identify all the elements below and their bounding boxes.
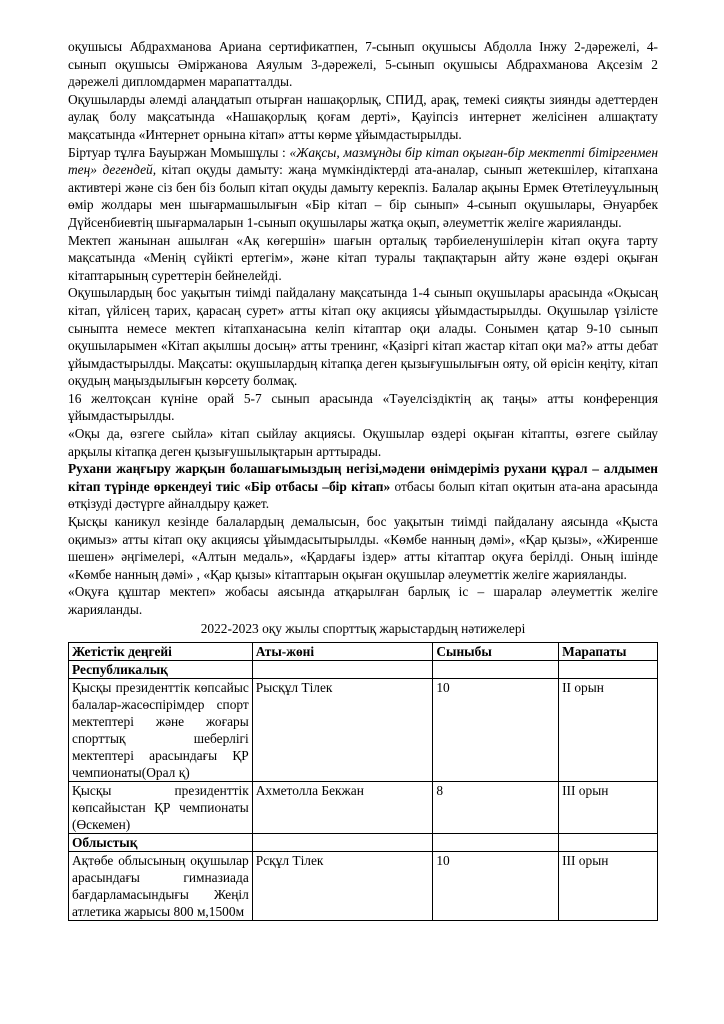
achievement-cell: Қысқы президенттік көпсайыс балалар-жасөспірімдер спорт мектептері және жоғары спорттық шеберлігі мектептері арасындағы ҚР чемпионаты(Орал қ)	[69, 678, 253, 781]
name-cell: Ахметолла Бекжан	[252, 781, 433, 833]
header-name: Аты-жөні	[252, 642, 433, 660]
paragraph-momyshuly-intro: Біртуар тұлға Бауыржан Момышұлы :	[68, 144, 290, 160]
table-row	[69, 851, 658, 920]
table-row	[69, 781, 658, 833]
empty-cell	[252, 833, 433, 851]
table-header-row	[69, 642, 658, 660]
paragraph-free-time: Оқушылардың бос уақытын тиімді пайдалану мақсатында 1-4 сынып оқушылары арасында «Оқысаң кітап, үйлісең тарих, қарасаң сурет» атты кітап оқу акциясы ұйымдастырылды. Оқушылар үзілісте сыныпта немесе мектеп кітапханасына келіп кітаптар оқи алады. Сонымен қатар 9-10 сынып оқушыларымен «Кітап ақылшы досың» атты тренинг, «Қазіргі кітап жастар кітап оқи ма?» атты дебат ұйымдастырылды. Мақсаты: оқушылардың кітапқа деген қызығушылығын ояту, ой өрісін кеңіту, кітап оқудың маңыздылығын көрсету болмақ.	[68, 285, 658, 389]
paragraph-awards: оқушысы Абдрахманова Ариана сертификатпен, 7-сынып оқушысы Абдолла Інжу 2-дәрежелі, 4-сынып оқушысы Әміржанова Аяулым 3-дәрежелі, 5-сынып оқушысы Абдрахманова Ақсезім 2 дәрежелі дипломдармен марапатталды.	[68, 39, 658, 90]
section-row-republic	[69, 660, 658, 678]
section-row-region	[69, 833, 658, 851]
paragraph-ak-kogershin: Мектеп жанынан ашылған «Ақ көгершін» шағын орталық тәрбиеленушілерін кітап оқуға тарту мақсатында «Менің сүйікті ертегім», және кітап туралы тақпақтарын айту және өздері оқыған кітаптарының суреттерін бейнелейді.	[68, 232, 658, 283]
section-label-region: Облыстық	[69, 833, 253, 851]
paragraph-ruhani	[68, 460, 658, 513]
achievement-cell: Қысқы президенттік көпсайыстан ҚР чемпионаты (Өскемен)	[69, 781, 253, 833]
paragraph-momyshuly	[68, 144, 658, 232]
empty-cell	[252, 660, 433, 678]
header-grade: Сыныбы	[433, 642, 559, 660]
paragraph-project: «Оқуға құштар мектеп» жобасы аясында атқарылған барлық іс – шаралар әлеуметтік желіге жарияланды.	[68, 584, 658, 617]
paragraph-exhibition: Оқушыларды әлемді алаңдатып отырған нашақорлық, СПИД, арақ, темекі сияқты зиянды әдеттерден аулақ болу мақсатында «Нашақорлық қоғам дерті», Қауіпсіз интернет желісінен алшақтату мақсатында «Интернет орнына кітап» атты көрме ұйымдастырылды.	[68, 91, 658, 142]
table-caption: 2022-2023 оқу жылы спорттық жарыстардың нәтижелері	[200, 620, 526, 636]
grade-cell: 8	[433, 781, 559, 833]
empty-cell	[433, 660, 559, 678]
paragraph-gift-book: «Оқы да, өзгеге сыйла» кітап сыйлау акциясы. Оқушылар өздері оқыған кітапты, өзгеге сыйлау арқылы кітапқа деген қызығушылықтарын арттырады.	[68, 426, 658, 459]
header-award: Марапаты	[559, 642, 658, 660]
achievement-cell: Ақтөбе облысының оқушылар арасындағы гимназиада бағдарламасындығы Жеңіл атлетика жарысы 800 м,1500м	[69, 851, 253, 920]
empty-cell	[559, 660, 658, 678]
ruhani-bold-text: Рухани жаңғыру жарқын болашағымыздың негізі,мәдени өнімдеріміз рухани құрал – алдымен кітап түрінде өркендеуі тиіс «Бір отбасы –бір кітап»	[68, 461, 658, 494]
ruhani-rest-text: отбасы болып кітап оқитын ата-ана арасында өтқізуді дәстүрге айналдыру қажет.	[68, 478, 659, 512]
paragraph-winter-reading: Қысқы каникул кезінде балалардың демалысын, бос уақытын тиімді пайдалану аясында «Қыста оқимыз» атты кітап оқу акциясы ұйымдасытырылды. «Көмбе нанның дәмі», «Қар қызы», «Жиренше шешен» әңгімелері, «Алтын медаль», «Қардағы іздер» атты кітаптар оқуға берілді. Оның ішінде «Көмбе нанның дәмі» , «Қар қызы» кітаптарын оқыған оқушылар әлеуметтік желіге жарияланды.	[68, 514, 658, 582]
grade-cell: 10	[433, 678, 559, 781]
name-cell: Рсқұл Тілек	[252, 851, 433, 920]
paragraph-conference: 16 желтоқсан күніне орай 5-7 сынып арасында «Тәуелсіздіктің ақ таңы» атты конференция ұйымдастырылды.	[68, 390, 658, 424]
momyshuly-quote: «Жақсы, мазмұнды бір кітап оқыған-бір мектепті бітіргенмен тең» дегендей,	[68, 144, 658, 178]
grade-cell: 10	[433, 851, 559, 920]
award-cell: III орын	[559, 851, 658, 920]
document-page	[68, 38, 658, 921]
header-achievement-level: Жетістік деңгейі	[69, 642, 253, 660]
name-cell: Рысқұл Тілек	[252, 678, 433, 781]
empty-cell	[559, 833, 658, 851]
sports-results-table	[68, 642, 658, 921]
paragraph-momyshuly-body: кітап оқуды дамыту: жаңа мүмкіндіктерді ата-аналар, сынып жетекшілер, кітапхана активтері және сіз бен біз болып кітап оқуды дамыту керекпіз. Балалар ақыны Ермек Өтетілеуұлының өмір жолдары мен шығармашылығын «Бір кітап – бір сынып» 4-сынып оқушылары, Әнуарбек Дүйсенбиевтің шығармаларын 1-сынып оқушылары жатқа оқып, әлеуметтік желіге жарияланды.	[68, 162, 658, 230]
award-cell: II орын	[559, 678, 658, 781]
empty-cell	[433, 833, 559, 851]
table-row	[69, 678, 658, 781]
section-label-republic: Республикалық	[69, 660, 253, 678]
award-cell: III орын	[559, 781, 658, 833]
